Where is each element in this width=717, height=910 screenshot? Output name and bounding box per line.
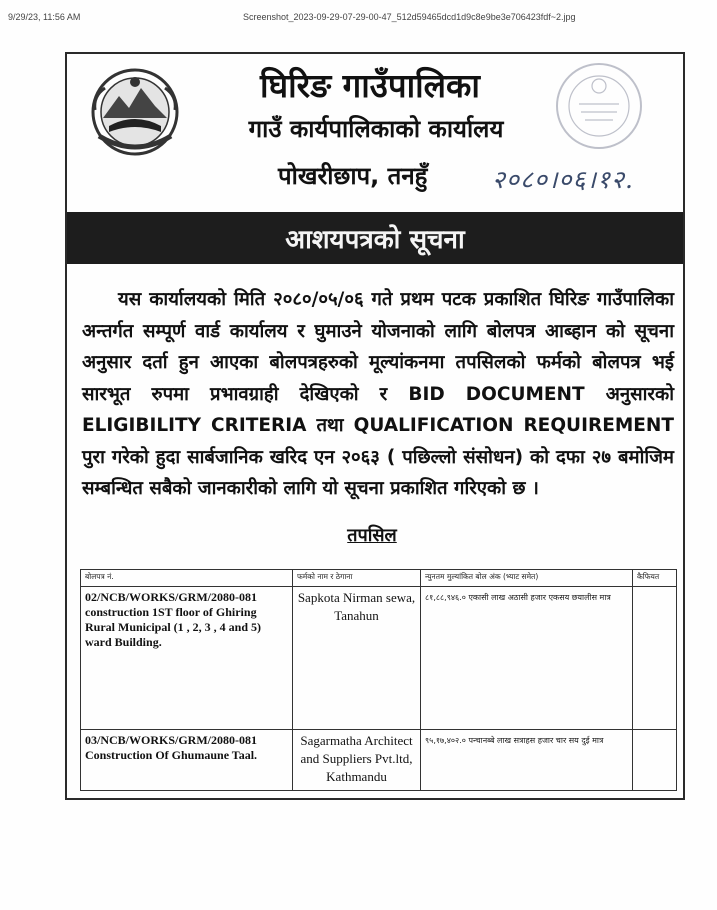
handwritten-date: २०८०।०६।१२. [492, 165, 634, 194]
nepal-emblem-icon [89, 66, 181, 158]
table-row [81, 587, 677, 730]
header-bid-number: बोलपत्र नं. [81, 570, 293, 587]
bid-description: construction 1ST floor of Ghiring Rural Municipal (1 , 2, 3 , 4 and 5) ward Building. [85, 605, 262, 649]
print-filename: Screenshot_2023-09-29-07-29-00-47_512d59465dcd1d9c8e9be3e706423fdf~2.jpg [243, 12, 576, 22]
header-amount: न्युनतम मुल्यांकित बोल अंक (भ्याट समेत) [421, 570, 633, 587]
firm-name: Sapkota Nirman sewa, Tanahun [293, 587, 421, 730]
header-remarks: कैफियत [633, 570, 677, 587]
firm-name: Sagarmatha Architect and Suppliers Pvt.ltd, Kathmandu [293, 730, 421, 791]
bid-cell [81, 730, 293, 791]
print-datetime: 9/29/23, 11:56 AM [8, 12, 81, 22]
table-row [81, 730, 677, 791]
bid-description: Construction Of Ghumaune Taal. [85, 748, 258, 762]
header-firm-name: फर्मको नाम र ठेगाना [293, 570, 421, 587]
notice-title-bar [67, 212, 683, 264]
bid-amount: ८१,८८,९४६.० एकासी लाख अठासी हजार एकसय छयालीस मात्र [421, 587, 633, 730]
bid-cell [81, 587, 293, 730]
office-address: पोखरीछाप, तनहुँ [278, 162, 428, 190]
notice-title: आशयपत्रको सूचना [285, 225, 465, 255]
office-seal-stamp-icon [553, 60, 645, 152]
table-header-row [81, 570, 677, 587]
remarks [633, 730, 677, 791]
bid-table [80, 569, 676, 791]
bid-number: 02/NCB/WORKS/GRM/2080-081 [85, 590, 258, 604]
bid-number: 03/NCB/WORKS/GRM/2080-081 [85, 733, 258, 747]
notice-body-text: यस कार्यालयको मिति २०८०/०५/०६ गते प्रथम पटक प्रकाशित घिरिङ गाउँपालिका अन्तर्गत सम्पूर्ण वार्ड कार्यालय र घुमाउने योजनाको लागि बोलपत्र आब्हान को सूचना अनुसार दर्ता हुन आएका बोलपत्रहरुको मूल्यांकनमा तपसिलको फर्मको बोलपत्र भई सारभूत रुपमा प्रभावग्राही देखिएको र BID DOCUMENT अनुसारको ELIGIBILITY CRITERIA तथा QUALIFICATION REQUIREMENT पुरा गरेको हुदा सार्बजानिक खरिद एन २०६३ ( पछिल्लो संसोधन) को दफा २७ बमोजिम सम्बन्धित सबैको जानकारीको लागि यो सूचना प्रकाशित गरिएको छ । [82, 289, 674, 499]
bid-amount: ९५,१७,४०२.० पन्चानब्बे लाख सत्राहस हजार चार सय दुई मात्र [421, 730, 633, 791]
organization-name: घिरिङ गाउँपालिका [260, 66, 480, 105]
notice-body [82, 284, 674, 505]
browser-print-header [0, 12, 717, 28]
office-name: गाउँ कार्यपालिकाको कार्यालय [248, 115, 504, 143]
schedule-heading: तपसिल [347, 525, 397, 546]
remarks [633, 587, 677, 730]
